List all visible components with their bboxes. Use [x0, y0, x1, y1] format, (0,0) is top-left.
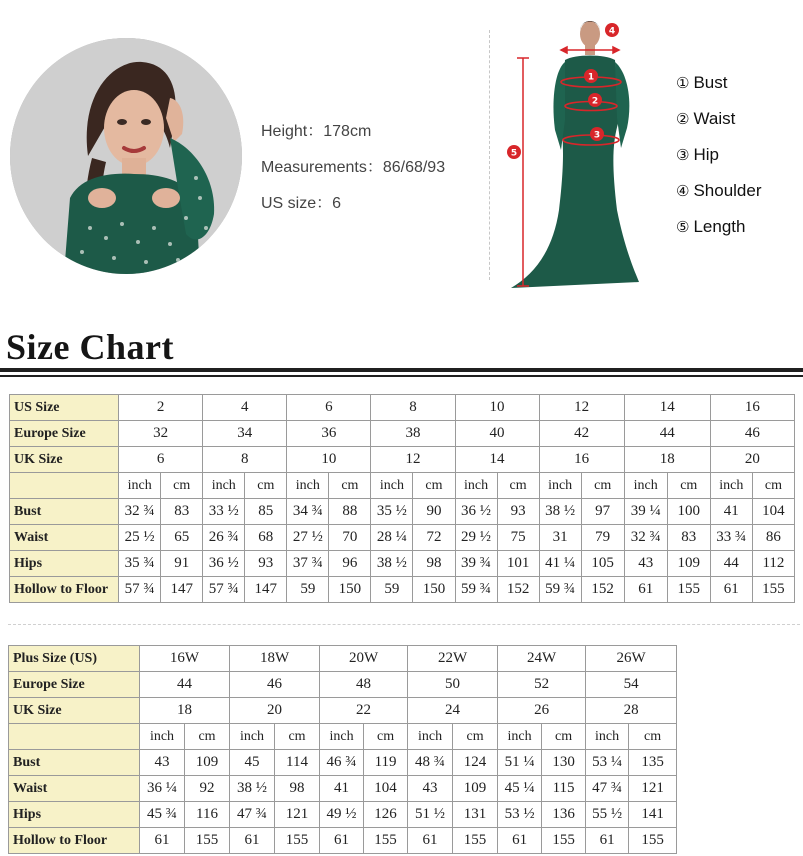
measure-cell: 93: [497, 499, 539, 525]
measure-cell: 61: [586, 828, 629, 854]
size-cell: 16W: [140, 646, 230, 672]
measure-cell: 38 ½: [539, 499, 581, 525]
measure-cell: 75: [497, 525, 539, 551]
measure-cell: 155: [629, 828, 677, 854]
measure-cell: 27 ½: [287, 525, 329, 551]
unit-cm: cm: [629, 724, 677, 750]
measurement-guide-figure: [495, 10, 665, 295]
measure-row-hollow-to-floor: [9, 828, 677, 854]
measure-cell: 141: [629, 802, 677, 828]
legend-item-shoulder: ④ Shoulder: [676, 181, 762, 200]
measure-cell: 39 ¼: [624, 499, 667, 525]
size-cell: 20: [230, 698, 320, 724]
measure-cell: 104: [752, 499, 794, 525]
unit-inch: inch: [371, 473, 413, 499]
unit-cm: cm: [245, 473, 287, 499]
measure-cell: 55 ½: [586, 802, 629, 828]
measure-cell: 59 ¾: [455, 577, 497, 603]
marker-4: 4: [608, 26, 616, 37]
unit-cm: cm: [364, 724, 408, 750]
row-label: Plus Size (US): [9, 646, 140, 672]
measure-cell: 100: [667, 499, 710, 525]
unit-inch: inch: [140, 724, 185, 750]
size-cell: 16: [710, 395, 794, 421]
measure-cell: 115: [542, 776, 586, 802]
section-divider: [489, 30, 490, 280]
row-label: Waist: [9, 776, 140, 802]
size-cell: 44: [140, 672, 230, 698]
measure-cell: 49 ½: [320, 802, 364, 828]
measure-cell: 119: [364, 750, 408, 776]
measure-cell: 98: [275, 776, 320, 802]
measure-cell: 44: [710, 551, 752, 577]
measure-row-waist: [10, 525, 795, 551]
measure-cell: 53 ¼: [586, 750, 629, 776]
measure-cell: 61: [498, 828, 542, 854]
measure-cell: 25 ½: [119, 525, 161, 551]
measure-cell: 155: [752, 577, 794, 603]
model-height: Height：178cm: [261, 123, 372, 140]
size-cell: 12: [539, 395, 624, 421]
measure-cell: 92: [185, 776, 230, 802]
unit-inch: inch: [539, 473, 581, 499]
size-cell: 22W: [408, 646, 498, 672]
measure-cell: 37 ¾: [287, 551, 329, 577]
measure-cell: 43: [140, 750, 185, 776]
measure-cell: 72: [413, 525, 455, 551]
measure-cell: 47 ¾: [586, 776, 629, 802]
row-label: Hips: [10, 551, 119, 577]
legend-item-length: ⑤ Length: [676, 217, 746, 236]
measure-cell: 34 ¾: [287, 499, 329, 525]
measure-cell: 59: [371, 577, 413, 603]
row-label: Bust: [9, 750, 140, 776]
measure-cell: 104: [364, 776, 408, 802]
measure-cell: 28 ¼: [371, 525, 413, 551]
legend-item-bust: ① Bust: [676, 73, 728, 92]
measure-cell: 70: [329, 525, 371, 551]
measure-cell: 61: [230, 828, 275, 854]
size-cell: 46: [710, 421, 794, 447]
unit-inch: inch: [586, 724, 629, 750]
measure-cell: 109: [667, 551, 710, 577]
measure-cell: 57 ¾: [203, 577, 245, 603]
measure-cell: 35 ¾: [119, 551, 161, 577]
measure-cell: 32 ¾: [119, 499, 161, 525]
size-cell: 24: [408, 698, 498, 724]
unit-inch: inch: [498, 724, 542, 750]
measure-cell: 39 ¾: [455, 551, 497, 577]
measure-cell: 136: [542, 802, 586, 828]
size-cell: 14: [455, 447, 539, 473]
row-label: Bust: [10, 499, 119, 525]
marker-3: 3: [593, 130, 601, 141]
size-cell: 8: [371, 395, 455, 421]
measure-cell: 109: [185, 750, 230, 776]
plus-size-table: [8, 645, 677, 854]
measure-row-hips: [9, 802, 677, 828]
size-row-europe-size: [10, 421, 795, 447]
measure-cell: 131: [453, 802, 498, 828]
size-cell: 10: [287, 447, 371, 473]
size-cell: 16: [539, 447, 624, 473]
measure-cell: 109: [453, 776, 498, 802]
measure-cell: 86: [752, 525, 794, 551]
measure-cell: 61: [710, 577, 752, 603]
title-rule-thin: [0, 375, 803, 377]
units-blank: [9, 724, 140, 750]
measure-cell: 57 ¾: [119, 577, 161, 603]
measure-cell: 152: [581, 577, 624, 603]
measure-cell: 90: [413, 499, 455, 525]
measure-cell: 147: [161, 577, 203, 603]
unit-cm: cm: [453, 724, 498, 750]
model-info: [261, 118, 445, 226]
unit-inch: inch: [230, 724, 275, 750]
size-cell: 2: [119, 395, 203, 421]
measure-cell: 85: [245, 499, 287, 525]
measure-cell: 96: [329, 551, 371, 577]
measure-cell: 48 ¾: [408, 750, 453, 776]
measure-cell: 43: [624, 551, 667, 577]
size-cell: 26W: [586, 646, 677, 672]
measure-cell: 43: [408, 776, 453, 802]
unit-inch: inch: [119, 473, 161, 499]
measure-cell: 79: [581, 525, 624, 551]
size-cell: 54: [586, 672, 677, 698]
legend-item-hip: ③ Hip: [676, 145, 719, 164]
measure-cell: 31: [539, 525, 581, 551]
table-separator: [8, 624, 800, 625]
measure-cell: 65: [161, 525, 203, 551]
marker-1: 1: [587, 72, 595, 83]
size-row-plus-size-us: [9, 646, 677, 672]
measure-cell: 155: [364, 828, 408, 854]
measure-row-bust: [10, 499, 795, 525]
unit-cm: cm: [275, 724, 320, 750]
unit-inch: inch: [710, 473, 752, 499]
measure-cell: 112: [752, 551, 794, 577]
unit-inch: inch: [408, 724, 453, 750]
measure-cell: 93: [245, 551, 287, 577]
size-cell: 38: [371, 421, 455, 447]
measure-cell: 155: [185, 828, 230, 854]
measure-cell: 59: [287, 577, 329, 603]
measure-cell: 45 ¾: [140, 802, 185, 828]
measure-cell: 36 ½: [203, 551, 245, 577]
unit-cm: cm: [752, 473, 794, 499]
size-row-europe-size: [9, 672, 677, 698]
units-blank: [10, 473, 119, 499]
measure-cell: 97: [581, 499, 624, 525]
measure-cell: 33 ¾: [710, 525, 752, 551]
size-cell: 20: [710, 447, 794, 473]
measure-cell: 41: [710, 499, 752, 525]
marker-5: 5: [510, 148, 518, 159]
measure-cell: 38 ½: [230, 776, 275, 802]
measure-cell: 61: [320, 828, 364, 854]
size-cell: 24W: [498, 646, 586, 672]
size-cell: 6: [287, 395, 371, 421]
measure-cell: 29 ½: [455, 525, 497, 551]
unit-inch: inch: [287, 473, 329, 499]
size-cell: 4: [203, 395, 287, 421]
row-label: US Size: [10, 395, 119, 421]
measure-cell: 46 ¾: [320, 750, 364, 776]
measure-cell: 33 ½: [203, 499, 245, 525]
size-cell: 50: [408, 672, 498, 698]
standard-size-table: [9, 394, 795, 603]
unit-cm: cm: [185, 724, 230, 750]
unit-cm: cm: [161, 473, 203, 499]
row-label: Waist: [10, 525, 119, 551]
model-measurements: Measurements：86/68/93: [261, 159, 446, 176]
size-cell: 10: [455, 395, 539, 421]
measure-cell: 126: [364, 802, 408, 828]
size-cell: 12: [371, 447, 455, 473]
size-cell: 28: [586, 698, 677, 724]
measure-cell: 83: [161, 499, 203, 525]
measure-cell: 41: [320, 776, 364, 802]
row-label: Hips: [9, 802, 140, 828]
size-row-us-size: [10, 395, 795, 421]
size-cell: 44: [624, 421, 710, 447]
row-label: Europe Size: [10, 421, 119, 447]
measure-cell: 47 ¾: [230, 802, 275, 828]
size-cell: 42: [539, 421, 624, 447]
unit-cm: cm: [542, 724, 586, 750]
size-cell: 18: [140, 698, 230, 724]
size-cell: 34: [203, 421, 287, 447]
model-portrait-image: [10, 38, 242, 274]
measure-cell: 114: [275, 750, 320, 776]
title-rule: [0, 368, 803, 372]
measure-cell: 45 ¼: [498, 776, 542, 802]
measure-cell: 101: [497, 551, 539, 577]
measure-cell: 150: [329, 577, 371, 603]
row-label: UK Size: [9, 698, 140, 724]
measure-cell: 26 ¾: [203, 525, 245, 551]
row-label: UK Size: [10, 447, 119, 473]
unit-inch: inch: [624, 473, 667, 499]
measure-cell: 135: [629, 750, 677, 776]
measure-cell: 105: [581, 551, 624, 577]
measure-cell: 91: [161, 551, 203, 577]
size-cell: 20W: [320, 646, 408, 672]
measure-cell: 61: [624, 577, 667, 603]
measure-cell: 116: [185, 802, 230, 828]
size-cell: 26: [498, 698, 586, 724]
measure-cell: 32 ¾: [624, 525, 667, 551]
measure-cell: 68: [245, 525, 287, 551]
size-cell: 36: [287, 421, 371, 447]
size-cell: 40: [455, 421, 539, 447]
size-cell: 18W: [230, 646, 320, 672]
measure-cell: 124: [453, 750, 498, 776]
size-cell: 22: [320, 698, 408, 724]
measure-cell: 36 ½: [455, 499, 497, 525]
measure-cell: 155: [667, 577, 710, 603]
unit-cm: cm: [329, 473, 371, 499]
measure-cell: 152: [497, 577, 539, 603]
measure-cell: 41 ¼: [539, 551, 581, 577]
measure-row-waist: [9, 776, 677, 802]
unit-inch: inch: [455, 473, 497, 499]
marker-2: 2: [591, 96, 599, 107]
size-cell: 8: [203, 447, 287, 473]
measurement-legend: [676, 70, 762, 250]
measure-cell: 38 ½: [371, 551, 413, 577]
size-row-uk-size: [9, 698, 677, 724]
size-cell: 52: [498, 672, 586, 698]
row-label: Europe Size: [9, 672, 140, 698]
size-cell: 48: [320, 672, 408, 698]
measure-cell: 121: [629, 776, 677, 802]
measure-cell: 150: [413, 577, 455, 603]
units-row: [9, 724, 677, 750]
row-label: Hollow to Floor: [10, 577, 119, 603]
size-cell: 18: [624, 447, 710, 473]
legend-item-waist: ② Waist: [676, 109, 736, 128]
unit-cm: cm: [413, 473, 455, 499]
size-cell: 6: [119, 447, 203, 473]
size-cell: 14: [624, 395, 710, 421]
unit-cm: cm: [581, 473, 624, 499]
measure-row-hips: [10, 551, 795, 577]
measure-cell: 155: [453, 828, 498, 854]
measure-row-hollow-to-floor: [10, 577, 795, 603]
unit-inch: inch: [320, 724, 364, 750]
measure-cell: 45: [230, 750, 275, 776]
size-cell: 32: [119, 421, 203, 447]
measure-cell: 36 ¼: [140, 776, 185, 802]
measure-cell: 155: [275, 828, 320, 854]
measure-cell: 130: [542, 750, 586, 776]
measure-cell: 147: [245, 577, 287, 603]
measure-cell: 83: [667, 525, 710, 551]
measure-cell: 121: [275, 802, 320, 828]
measure-cell: 155: [542, 828, 586, 854]
model-us-size: US size：6: [261, 195, 342, 212]
measure-cell: 59 ¾: [539, 577, 581, 603]
measure-cell: 51 ¼: [498, 750, 542, 776]
measure-cell: 61: [140, 828, 185, 854]
unit-cm: cm: [497, 473, 539, 499]
size-cell: 46: [230, 672, 320, 698]
measure-cell: 51 ½: [408, 802, 453, 828]
unit-inch: inch: [203, 473, 245, 499]
size-chart-title: Size Chart: [6, 327, 174, 367]
measure-cell: 88: [329, 499, 371, 525]
row-label: Hollow to Floor: [9, 828, 140, 854]
measure-row-bust: [9, 750, 677, 776]
measure-cell: 98: [413, 551, 455, 577]
measure-cell: 61: [408, 828, 453, 854]
measure-cell: 35 ½: [371, 499, 413, 525]
measure-cell: 53 ½: [498, 802, 542, 828]
units-row: [10, 473, 795, 499]
unit-cm: cm: [667, 473, 710, 499]
size-row-uk-size: [10, 447, 795, 473]
